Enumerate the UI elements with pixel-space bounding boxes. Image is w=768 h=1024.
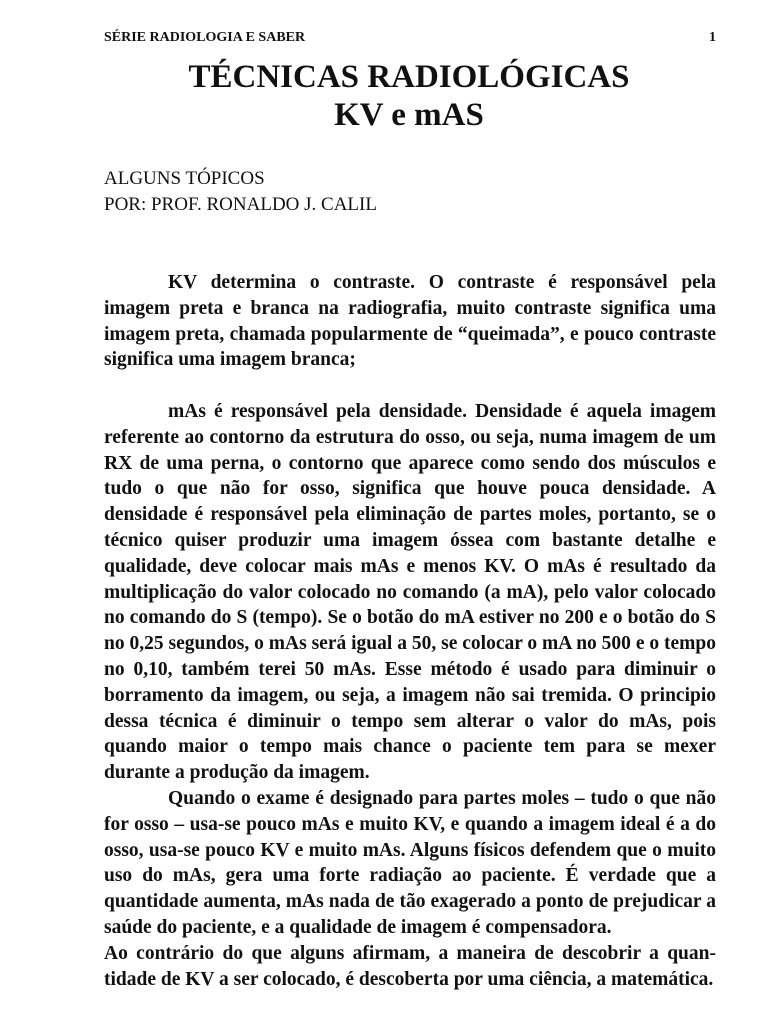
paragraph-quantidade-kv: Ao contrário do que alguns afirmam, a maneira de descobrir a quantidade de KV a ser colocado, é descoberta por uma ciência, a matemática. (104, 942, 716, 990)
document-title (0, 58, 768, 134)
title-line-1: TÉCNICAS RADIOLÓGICAS (188, 59, 630, 95)
paragraph-partes-moles: Quando o exame é designado para partes moles – tudo o que não for osso – usa-se pouco mAs e muito KV, e quando a imagem ideal é a do osso, usa-se pouco KV e muito mAs. Alguns físicos defendem que o muito uso do mAs, gera uma forte radiação ao paciente. É verdade que a quantidade aumenta, mAs nada de tão exagerado a ponto de prejudicar a saúde do paciente, e a qualidade de imagem é compensadora. (104, 787, 716, 938)
series-title: SÉRIE RADIOLOGIA E SABER (104, 30, 306, 45)
topics-label: ALGUNS TÓPICOS (104, 168, 265, 189)
body-text (104, 270, 716, 992)
paragraph-mas: mAs é responsável pela densidade. Densidade é aquela imagem referente ao contorno da estrutura do osso, ou seja, numa imagem de um RX de uma perna, o contorno que aparece como sendo dos músculos e tudo o que não for osso, significa que houve pouca densidade. A densidade é responsável pela eliminação de partes moles, portanto, se o técnico quiser produzir uma imagem óssea com bastante detalhe e qualidade, deve colocar mais mAs e menos KV. O mAs é resultado da multiplicação do valor colocado no comando (a mA), pelo valor colocado no comando do S (tempo). Se o botão do mA estiver no 200 e o botão do S no 0,25 segundos, o mAs será igual a 50, se colocar o mA no 500 e o tempo no 0,10, também terei 50 mAs. Esse método é usado para diminuir o borramento da imagem, ou seja, a imagem não sai tremida. O principio dessa técnica é diminuir o tempo sem alterar o valor do mAs, pois quando maior o tempo mais chance o paciente tem para se mexer durante a produção da imagem. (104, 400, 716, 784)
page-number: 1 (709, 30, 716, 45)
author-line: POR: PROF. RONALDO J. CALIL (104, 194, 377, 215)
document-meta (104, 166, 377, 218)
title-line-2: KV e mAS (334, 97, 484, 133)
paragraph-kv: KV determina o contraste. O contraste é responsável pela imagem preta e branca na radiografia, muito contraste significa uma imagem preta, chamada popularmente de “queimada”, e pouco contraste significa uma imagem branca; (104, 272, 716, 371)
